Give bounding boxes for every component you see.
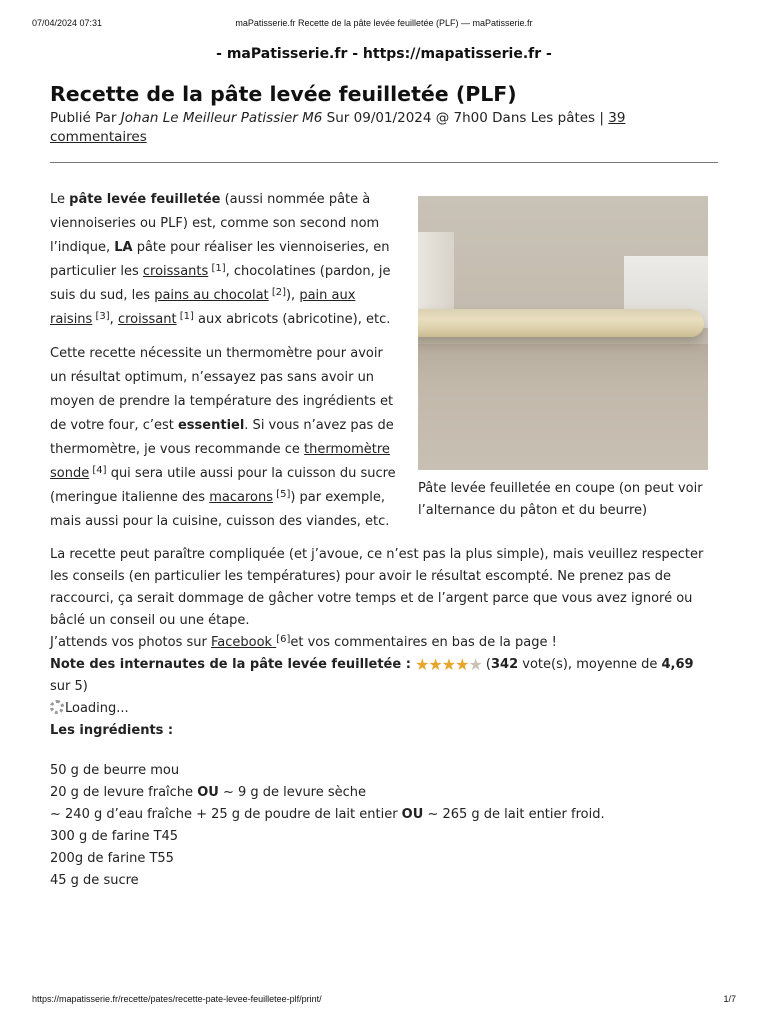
ingredient-text: 50 g de beurre mou [50,763,180,778]
link-pains-au-chocolat[interactable]: pains au chocolat [154,288,269,303]
text: et vos commentaires en bas de la page ! [290,635,557,650]
rating-votes: 342 [491,657,519,672]
ref-1: [1] [208,263,226,274]
ingredient-text: ~ 9 g de levure sèche [218,785,367,800]
meta-prefix: Publié Par [50,110,121,126]
ref-5: [5] [273,489,291,500]
print-datetime: 07/04/2024 07:31 [32,18,103,28]
ingredient-item [50,870,718,892]
text: , [109,312,118,327]
text: Cette recette nécessite un thermomètre pour avoir un résultat optimum, n’essayez pas sans avoir un moyen de prendre la température des ingrédients et de votre four, c’est [50,346,394,433]
text: sur 5) [50,679,88,694]
star-partial-icon: ★ [468,655,482,674]
article [50,80,718,892]
meta-date: Sur 09/01/2024 @ 7h00 Dans Les pâtes | [322,110,609,126]
text: pâte pour réaliser les viennoiseries, en particulier les [50,240,390,279]
rating-average: 4,69 [661,657,694,672]
ingredient-alt: OU [197,785,219,800]
spinner-icon [50,700,64,714]
ingredient-item [50,826,718,848]
warning-paragraph: La recette peut paraître compliquée (et j’avoue, ce n’est pas la plus simple), mais veuillez respecter les conseils (en particulier les températures) pour avoir le résultat escompté. Ne prenez pas de raccourci, ça serait dommage de gâcher votre temps et de l’argent parce que vous avez ignoré ou bâclé un conseil ou une étape. [50,547,704,628]
text: (aussi nommée pâte à viennoiseries ou PLF) est, comme son second nom l’indique, [50,192,380,255]
link-croissant[interactable]: croissant [117,312,177,327]
dough-cross-section-photo [418,196,708,470]
body-text [50,544,718,892]
print-url: https://mapatisserie.fr/recette/pates/recette-pate-levee-feuilletee-plf/print/ [32,994,322,1004]
photo-surface [418,344,708,470]
ingredient-item [50,848,718,870]
link-thermometre-sonde[interactable]: thermomètre sonde [50,442,390,481]
ingredient-text: ~ 265 g de lait entier froid. [423,807,605,822]
link-pain-aux-raisins[interactable]: pain aux raisins [50,288,356,327]
figure-caption: Pâte levée feuilletée en coupe (on peut voir l’alternance du pâton et du beurre) [418,481,703,518]
ref-1: [1] [176,311,194,322]
bold-text: essentiel [177,418,245,433]
photos-paragraph [50,632,718,654]
intro-paragraph-1 [50,188,400,332]
ref-4: [4] [89,465,107,476]
figure [418,196,718,522]
loading-text: Loading... [65,701,129,716]
intro-section [50,188,718,534]
loading-indicator [50,698,718,720]
facebook-link[interactable]: Facebook [210,635,277,650]
ref-6: [6] [276,634,291,645]
ingredient-text: 200g de farine T55 [50,851,174,866]
text: qui sera utile aussi pour la cuisson du sucre (meringue italienne des [50,466,396,505]
ingredients-title: Les ingrédients : [50,723,174,738]
rating-stars[interactable] [415,654,482,676]
text: vote(s), moyenne de [518,657,662,672]
article-meta [50,109,718,147]
ingredient-text: 45 g de sucre [50,873,139,888]
page-number: 1/7 [723,994,736,1004]
site-line: - maPatisserie.fr - https://mapatisserie.fr - [216,46,552,62]
text: aux abricots (abricotine), etc. [193,312,391,327]
ingredients-list [50,760,718,892]
text: , chocolatines (pardon, je suis du sud, les [50,264,391,303]
ingredient-text: ~ 240 g d’eau fraîche + 25 g de poudre de lait entier [50,807,402,822]
text: ( [481,657,491,672]
comments-link[interactable]: 39 commentaires [50,110,626,145]
ref-2: [2] [268,287,286,298]
bold-text: LA [114,240,133,255]
ingredient-text: 300 g de farine T45 [50,829,179,844]
link-croissants[interactable]: croissants [142,264,209,279]
rating-label: Note des internautes de la pâte levée feuilletée : [50,657,411,672]
rating-paragraph [50,654,718,698]
ingredient-item [50,804,718,826]
print-doc-title: maPatisserie.fr Recette de la pâte levée feuilletée (PLF) — maPatisserie.fr [235,18,533,28]
ingredient-alt: OU [401,807,424,822]
dough-slab [418,309,704,337]
intro-paragraph-2 [50,342,400,534]
divider [50,162,718,163]
text: . Si vous n’avez pas de thermomètre, je vous recommande ce [50,418,394,457]
page-title: Recette de la pâte levée feuilletée (PLF) [50,82,517,106]
bold-text: pâte levée feuilletée [69,192,221,207]
meta-author: Johan Le Meilleur Patissier M6 [120,110,323,126]
ref-3: [3] [92,311,110,322]
text: ), [285,288,300,303]
print-header [0,0,768,30]
star-icon: ★★★★ [415,655,469,674]
ingredient-item [50,782,718,804]
ingredient-item [50,760,718,782]
intro-text [50,188,400,534]
text: J’attends vos photos sur [50,635,211,650]
text: ) par exemple, mais aussi pour la cuisine, cuisson des viandes, etc. [50,490,390,529]
text: Le [50,192,70,207]
link-macarons[interactable]: macarons [209,490,273,505]
ingredient-text: 20 g de levure fraîche [50,785,198,800]
